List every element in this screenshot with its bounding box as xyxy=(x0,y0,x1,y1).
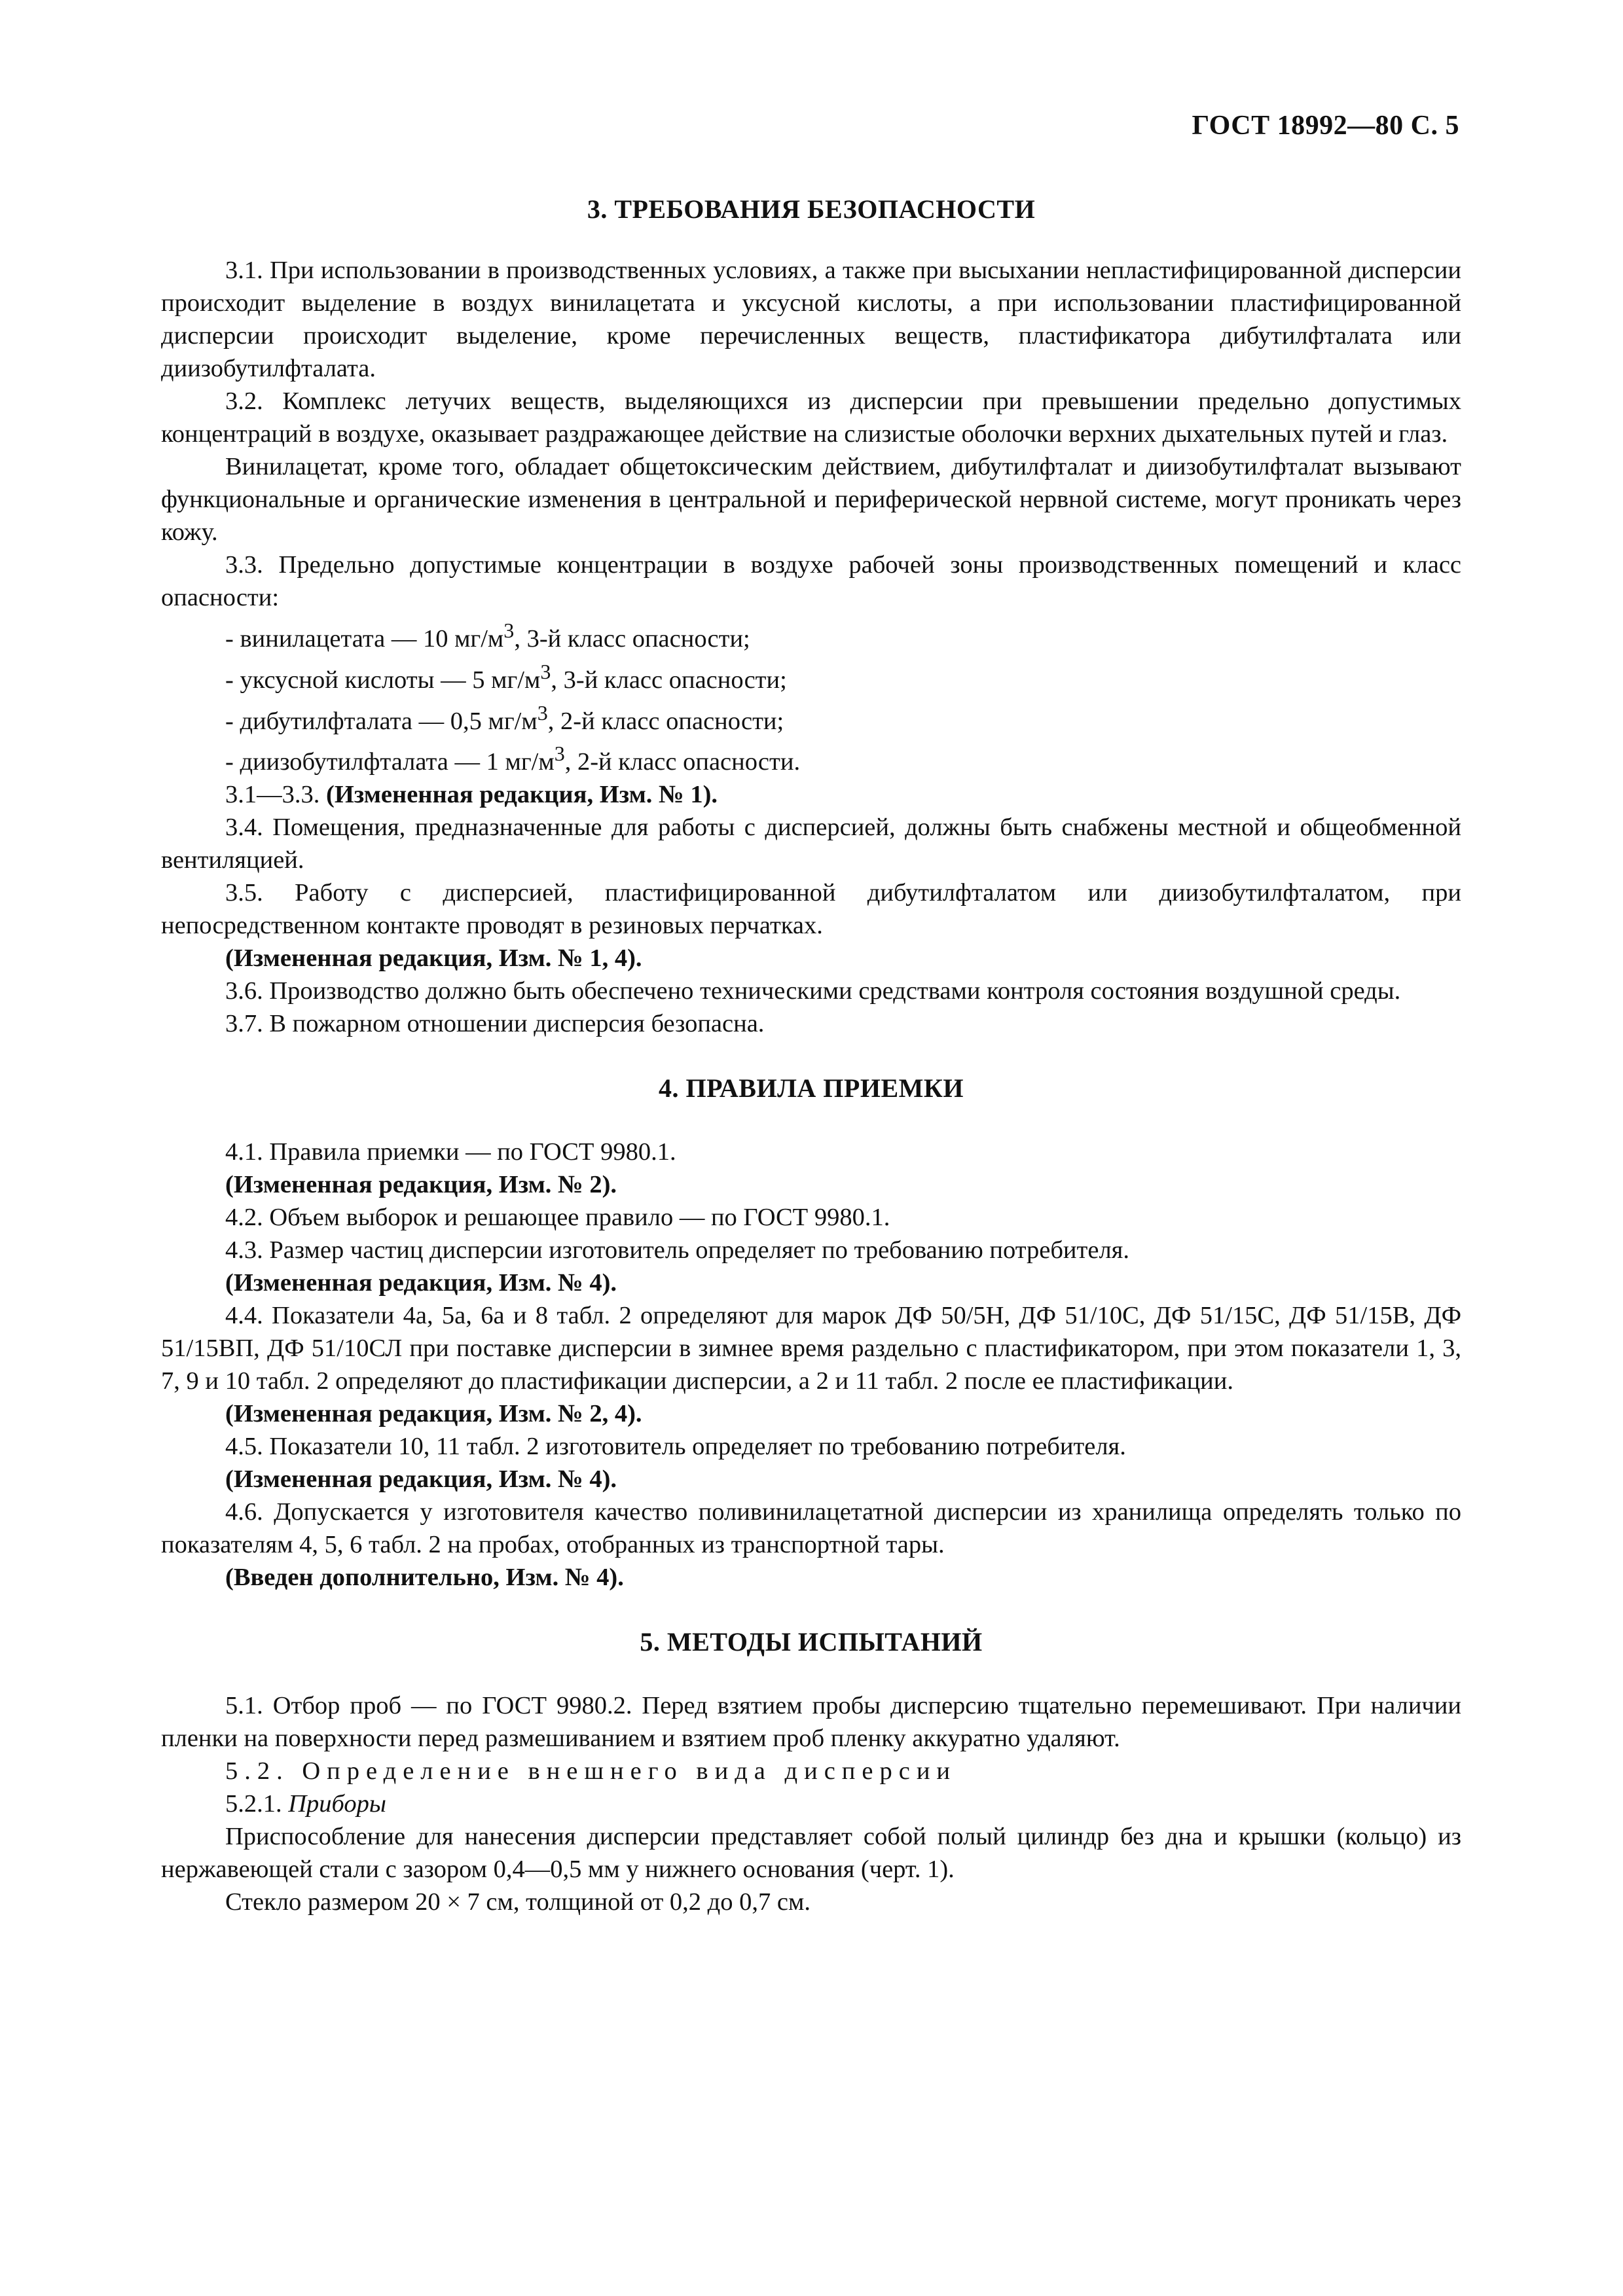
amendment-note-4-1: (Измененная редакция, Изм. № 2). xyxy=(225,1171,617,1199)
paragraph-5-2-1: 5.2.1. Приборы xyxy=(225,1790,386,1818)
amendment-note-4-3: (Измененная редакция, Изм. № 4). xyxy=(225,1269,617,1297)
paragraph-device: Приспособление для нанесения дисперсии представляет собой полый цилиндр без дна и крышки (кольцо) из нержавеющей стали с зазором 0,4—0,5 мм у нижнего основания (черт. 1). xyxy=(161,1823,1461,1884)
paragraph-3-1: 3.1. При использовании в производственных условиях, а также при высыхании непластифицированной дисперсии происходит выделение в воздух винилацетата и уксусной кислоты, а при использовании пластифицированной дисперсии происходит выделение, кроме перечисленных веществ, пластификатора дибутилфталата или диизобутилфталата. xyxy=(161,257,1461,382)
paragraph-3-7: 3.7. В пожарном отношении дисперсия безопасна. xyxy=(225,1010,765,1038)
paragraph-5-1: 5.1. Отбор проб — по ГОСТ 9980.2. Перед взятием пробы дисперсию тщательно перемешивают. При наличии пленки на поверхности перед размешиванием и взятием проб пленку аккуратно удаляют. xyxy=(161,1692,1461,1753)
list-item: - уксусной кислоты — 5 $мг/м^3$, 3-й класс опасности; xyxy=(225,659,787,694)
section-4-heading: 4. ПРАВИЛА ПРИЕМКИ xyxy=(658,1073,964,1103)
paragraph-5-2: 5.2. Определение внешнего вида дисперсии xyxy=(225,1757,957,1785)
running-header: ГОСТ 18992—80 С. 5 xyxy=(1192,111,1459,141)
paragraph-4-4: 4.4. Показатели 4а, 5а, 6а и 8 табл. 2 определяют для марок ДФ 50/5Н, ДФ 51/10С, ДФ 51/15С, ДФ 51/15В, ДФ 51/15ВП, ДФ 51/10СЛ при поставке дисперсии в зимнее время раздельно с пластификатором, при этом показатели 1, 3, 7, 9 и 10 табл. 2 определяют до пластификации дисперсии, а 2 и 11 табл. 2 после ее пластификации. xyxy=(161,1302,1461,1395)
section-5-heading: 5. МЕТОДЫ ИСПЫТАНИЙ xyxy=(640,1627,983,1657)
amendment-note-3-5: (Измененная редакция, Изм. № 1, 4). xyxy=(225,944,642,973)
list-item: - дибутилфталата — 0,5 $мг/м^3$, 2-й класс опасности; xyxy=(225,700,784,735)
amendment-note-4-4: (Измененная редакция, Изм. № 2, 4). xyxy=(225,1400,642,1428)
paragraph-4-1: 4.1. Правила приемки — по ГОСТ 9980.1. xyxy=(225,1138,676,1166)
list-item: - винилацетата — 10 $мг/м^3$, 3-й класс опасности; xyxy=(225,619,750,653)
paragraph-3-6: 3.6. Производство должно быть обеспечено техническими средствами контроля состояния воздушной среды. xyxy=(225,977,1401,1005)
limits-list xyxy=(161,614,1461,778)
paragraph-4-3: 4.3. Размер частиц дисперсии изготовитель определяет по требованию потребителя. xyxy=(225,1236,1129,1265)
document-body xyxy=(161,190,1461,1918)
amendment-note-4-5: (Измененная редакция, Изм. № 4). xyxy=(225,1465,617,1494)
amendment-note-4-6: (Введен дополнительно, Изм. № 4). xyxy=(225,1564,624,1592)
paragraph-glass: Стекло размером 20 × 7 см, толщиной от 0,2 до 0,7 см. xyxy=(225,1888,811,1916)
paragraph-3-3: 3.3. Предельно допустимые концентрации в воздухе рабочей зоны производственных помещений и класс опасности: xyxy=(161,551,1461,611)
paragraph-3-5: 3.5. Работу с дисперсией, пластифицированной дибутилфталатом или диизобутилфталатом, при непосредственном контакте проводят в резиновых перчатках. xyxy=(161,879,1461,940)
paragraph-4-2: 4.2. Объем выборок и решающее правило — по ГОСТ 9980.1. xyxy=(225,1204,890,1232)
paragraph-4-6: 4.6. Допускается у изготовителя качество поливинилацетатной дисперсии из хранилища определять только по показателям 4, 5, 6 табл. 2 на пробах, отобранных из транспортной тары. xyxy=(161,1498,1461,1559)
paragraph-4-5: 4.5. Показатели 10, 11 табл. 2 изготовитель определяет по требованию потребителя. xyxy=(225,1433,1126,1461)
paragraph-3-2: 3.2. Комплекс летучих веществ, выделяющихся из дисперсии при превышении предельно допустимых концентраций в воздухе, оказывает раздражающее действие на слизистые оболочки верхних дыхательных путей и глаз. xyxy=(161,387,1461,448)
amendment-note-3-1-3-3: 3.1—3.3. (Измененная редакция, Изм. № 1). xyxy=(225,781,718,809)
paragraph-3-4: 3.4. Помещения, предназначенные для работы с дисперсией, должны быть снабжены местной и общеобменной вентиляцией. xyxy=(161,814,1461,874)
paragraph-vinyl-acetate: Винилацетат, кроме того, обладает общетоксическим действием, дибутилфталат и диизобутилфталат вызывают функциональные и органические изменения в центральной и периферической нервной системе, могут проникать через кожу. xyxy=(161,453,1461,546)
list-item: - диизобутилфталата — 1 $мг/м^3$, 2-й класс опасности. xyxy=(225,742,801,776)
section-3-heading: 3. ТРЕБОВАНИЯ БЕЗОПАСНОСТИ xyxy=(587,194,1036,224)
